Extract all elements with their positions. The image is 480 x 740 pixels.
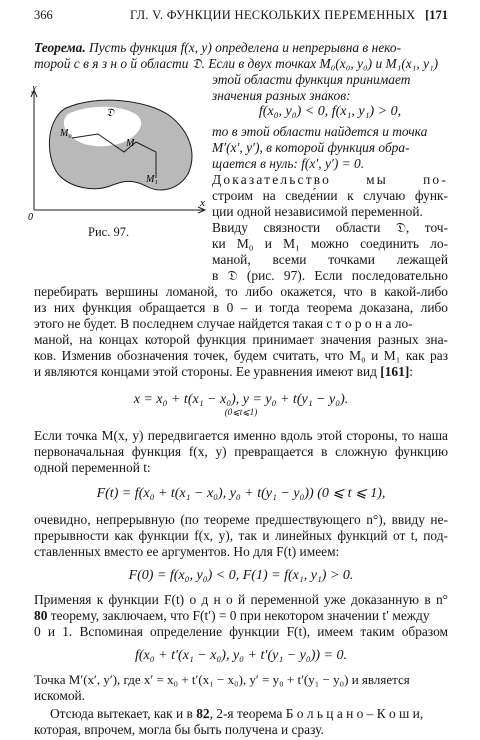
proof-line-i3: 0 и 1. Вспоминая определение функции F(t), имеем таким образом bbox=[34, 624, 448, 639]
point-m1-label: M₁ bbox=[146, 174, 158, 185]
proof-full-line-3: этого не будет. В последнем случае найдется такая с т о р о н а ло- bbox=[34, 316, 413, 331]
proof-line-i2: 80 теорему, заключаем, что F(t′) = 0 при некотором значении t′ между bbox=[34, 608, 430, 623]
proof-full-line-5: ков. Изменив обозначения точек, будем считать, что M₀ и M₁ как раз bbox=[34, 348, 448, 363]
proof-line-m2: которая, впрочем, могла бы быть получена и сразу. bbox=[34, 722, 324, 737]
proof-line-5: ки M₀ и M₁ можно соединить ло- bbox=[212, 236, 448, 251]
point-m0-label: M₀ bbox=[60, 128, 72, 139]
formula-zero: f(x₀ + t′(x₁ − x₀), y₀ + t′(y₁ − y₀)) = 0. bbox=[135, 648, 347, 663]
origin-label: 0 bbox=[28, 212, 33, 222]
formula-endpoints: F(0) = f(x₀, y₀) < 0, F(1) = f(x₁, y₁) > 0. bbox=[128, 568, 354, 583]
proof-line-i1: Применяя к функции F(t) о д н о й переменной уже доказанную в n° bbox=[34, 592, 448, 607]
figure-caption: Рис. 97. bbox=[88, 225, 130, 239]
page-number: 366 bbox=[34, 8, 53, 22]
proof-full-line-2: из них функция обращается в 0 – и тогда теорема доказана, либо bbox=[34, 300, 448, 315]
proof-line-3: ции одной независимой переменной. bbox=[212, 204, 423, 219]
proof-line-m1: Отсюда вытекает, как и в 82, 2-я теорема Б о л ь ц а н о – К о ш и, bbox=[50, 706, 424, 721]
proof-full-line-6: и являются концами этой стороны. Ее уравнения имеют вид [161]: bbox=[34, 364, 414, 379]
proof-line-6: маной, всеми точками лежащей bbox=[212, 252, 448, 267]
proof-line-h3: ставленных вместо ее аргументов. Но для F(t) имеем: bbox=[34, 544, 340, 559]
theorem-line-1: Теорема. Пусть функция f(x, y) определена и непрерывна в неко- bbox=[34, 40, 402, 55]
proof-line-g2: первоначальная функция f(x, y) превращается в сложную функцию bbox=[34, 444, 448, 459]
section-number: [171 bbox=[425, 8, 448, 22]
theorem-line-5: то в этой области найдется и точка bbox=[212, 124, 428, 139]
proof-line-4: Ввиду связности области 𝔇, точ- bbox=[212, 220, 448, 235]
reference-161: [161] bbox=[380, 364, 410, 379]
proof-line-g3: одной переменной t: bbox=[34, 460, 151, 475]
reference-80: 80 bbox=[34, 608, 48, 623]
proof-full-line-4: маной, на концах которой функция принимает значения разных зна- bbox=[34, 332, 448, 347]
theorem-line-7: щается в нуль: f(x′, y′) = 0. bbox=[212, 156, 365, 171]
formula-segment-condition: (0⩽t⩽1) bbox=[224, 407, 258, 417]
chapter-title: ГЛ. V. ФУНКЦИИ НЕСКОЛЬКИХ ПЕРЕМЕННЫХ bbox=[130, 8, 416, 22]
proof-full-line-1: перебирать вершины ломаной, то либо окажется, что в какой-либо bbox=[34, 284, 448, 299]
figure-97 bbox=[28, 86, 208, 222]
proof-line-k1: Точка M′(x′, y′), где x′ = x₀ + t′(x₁ − x₀), y′ = y₀ + t′(y₁ − y₀) и является bbox=[34, 672, 410, 687]
theorem-label: Теорема. bbox=[34, 40, 86, 55]
theorem-line-6: M′(x′, y′), в которой функция обра- bbox=[212, 140, 410, 155]
running-header bbox=[34, 8, 448, 26]
formula-signs: f(x₀, y₀) < 0, f(x₁, y₁) > 0, bbox=[258, 104, 402, 119]
region-label: 𝔇 bbox=[106, 107, 115, 119]
point-m-label: M bbox=[126, 138, 135, 149]
proof-line-g1: Если точка M(x, y) передвигается именно вдоль этой стороны, то наша bbox=[34, 428, 448, 443]
theorem-line-3: этой области функция принимает bbox=[212, 72, 411, 87]
reference-82: 82 bbox=[196, 706, 210, 721]
theorem-line-2: торой с в я з н о й области 𝔇. Если в двух точках M₀(x₀, y₀) и M₁(x₁, y₁) bbox=[34, 56, 439, 71]
axis-x-label: x bbox=[200, 197, 205, 209]
proof-line-2: строим на сведе́нии к случаю функ- bbox=[212, 188, 448, 203]
proof-line-h2: прерывности как функции f(x, y), так и линейных функций от t, под- bbox=[34, 528, 448, 543]
formula-segment: x = x₀ + t(x₁ − x₀), y = y₀ + t(y₁ − y₀). bbox=[133, 392, 349, 407]
proof-line-1: Доказательство мы по- bbox=[212, 172, 448, 187]
formula-composite: F(t) = f(x₀ + t(x₁ − x₀), y₀ + t(y₁ − y₀)) (0 ⩽ t ⩽ 1), bbox=[96, 486, 386, 501]
proof-line-k2: искомой. bbox=[34, 688, 86, 703]
theorem-line-4: значения разных знаков: bbox=[212, 88, 351, 103]
proof-line-7: в 𝔇 (рис. 97). Если последовательно bbox=[212, 268, 448, 283]
axis-y-label: y bbox=[32, 86, 37, 93]
proof-line-h1: очевидно, непрерывную (по теореме предшествующего n°), ввиду не- bbox=[34, 512, 448, 527]
